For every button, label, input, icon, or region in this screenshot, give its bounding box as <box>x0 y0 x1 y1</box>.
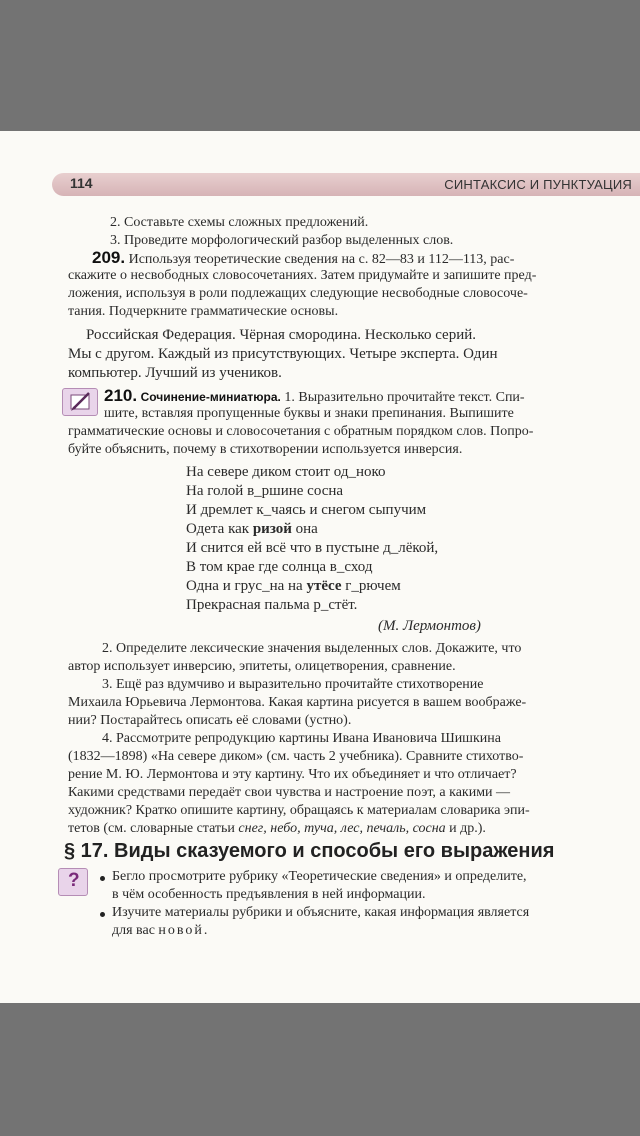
bullet-icon <box>100 876 105 881</box>
task-line: 3. Ещё раз вдумчиво и выразительно прочитайте стихотворение <box>102 677 484 692</box>
section-title: § 17. Виды сказуемого и способы его выражения <box>64 840 555 862</box>
bullet-icon <box>100 912 105 917</box>
task-line: (1832—1898) «На севере диком» (см. часть 2 учебника). Сравните стихотво- <box>68 749 524 764</box>
exercise-209-line: ложения, используя в роли подлежащих следующие несвободные словосоче- <box>68 286 528 301</box>
poem-verse: В том крае где солнца в_сход <box>186 559 373 575</box>
highlighted-word: ризой <box>252 521 292 537</box>
task-line: 4. Рассмотрите репродукцию картины Ивана Ивановича Шишкина <box>102 731 501 746</box>
poem-text: она <box>291 521 318 537</box>
bullet-line: Бегло просмотрите рубрику «Теоретические сведения» и определите, <box>112 869 527 884</box>
exercise-210-line: буйте объяснить, почему в стихотворении используется инверсия. <box>68 442 463 457</box>
poem-verse: И дремлет к_чаясь и снегом сыпучим <box>186 502 427 518</box>
question-icon: ? <box>58 868 88 896</box>
exercise-210-line: шите, вставляя пропущенные буквы и знаки препинания. Выпишите <box>104 406 514 421</box>
poem-verse: На севере диком стоит од_ноко <box>186 464 386 480</box>
exercise-209-line <box>92 250 514 268</box>
spaced-word: новой <box>158 923 204 938</box>
bullet-line: Изучите материалы рубрики и объясните, какая информация является <box>112 905 530 920</box>
task-line: автор использует инверсию, эпитеты, олицетворения, сравнение. <box>68 659 456 674</box>
poem-text: Одета как <box>186 521 253 537</box>
exercise-209-phrases: компьютер. Лучший из учеников. <box>68 365 282 381</box>
exercise-209-phrases: Мы с другом. Каждый из присутствующих. Четыре эксперта. Один <box>68 346 498 362</box>
bullet-line: в чём особенность предъявления в ней информации. <box>112 887 426 902</box>
chapter-title: СИНТАКСИС И ПУНКТУАЦИЯ <box>444 177 632 192</box>
task-line: Какими средствами передаёт свои чувства и настроение поэт, а какими — <box>68 785 511 800</box>
bullet-text: . <box>203 923 208 938</box>
poem-verse <box>186 521 318 537</box>
bullet-line <box>112 923 207 939</box>
writing-pencil-icon <box>62 388 98 416</box>
page-header <box>52 173 640 196</box>
task-line: рение М. Ю. Лермонтова и эту картину. Что их объединяет и что отличает? <box>68 767 517 782</box>
task-line: Михаила Юрьевича Лермонтова. Какая картина рисуется в вашем воображе- <box>68 695 527 710</box>
poem-verse <box>186 578 401 594</box>
poem-verse: Прекрасная пальма р_стёт. <box>186 597 358 613</box>
page-number: 114 <box>70 175 93 191</box>
poem-text: Одна и грус_на на <box>186 578 307 594</box>
exercise-number: 210. <box>104 386 138 405</box>
poem-author <box>378 618 481 634</box>
task-line: 2. Определите лексические значения выделенных слов. Докажите, что <box>102 641 522 656</box>
task-line: художник? Кратко опишите картину, обращаясь к материалам словарика эпи- <box>68 803 530 818</box>
bullet-text: для вас <box>112 923 159 938</box>
poem-verse: На голой в_ршине сосна <box>186 483 344 499</box>
textbook-page <box>0 131 640 1003</box>
exercise-209-line: тания. Подчеркните грамматические основы. <box>68 304 339 319</box>
exercise-210-line <box>104 388 525 406</box>
exercise-text: 1. Выразительно прочитайте текст. Спи- <box>284 390 525 405</box>
exercise-text: Используя теоретические сведения на с. 82—83 и 112—113, рас- <box>128 252 515 267</box>
task-text: тетов (см. словарные статьи <box>68 821 239 836</box>
task-line: 3. Проведите морфологический разбор выделенных слов. <box>110 233 454 248</box>
task-line: нии? Постарайтесь описать её словами (устно). <box>68 713 352 728</box>
poem-verse: И снится ей всё что в пустыне д_лёкой, <box>186 540 439 556</box>
author-name: (М. Лермонтов) <box>378 618 481 634</box>
exercise-number: 209. <box>92 248 126 267</box>
dictionary-words: снег, небо, туча, лес, печаль, сосна <box>238 821 446 836</box>
exercise-209-phrases: Российская Федерация. Чёрная смородина. Несколько серий. <box>86 327 477 343</box>
exercise-heading: Сочинение-миниатюра. <box>140 390 281 404</box>
task-text: и др.). <box>445 821 486 836</box>
exercise-210-line: грамматические основы и словосочетания с обратным порядком слов. Попро- <box>68 424 534 439</box>
poem-text: г_рючем <box>341 578 401 594</box>
task-line: 2. Составьте схемы сложных предложений. <box>110 215 369 230</box>
exercise-209-line: скажите о несвободных словосочетаниях. Затем придумайте и запишите пред- <box>68 268 537 283</box>
task-line <box>68 821 486 837</box>
highlighted-word: утёсе <box>306 578 342 594</box>
